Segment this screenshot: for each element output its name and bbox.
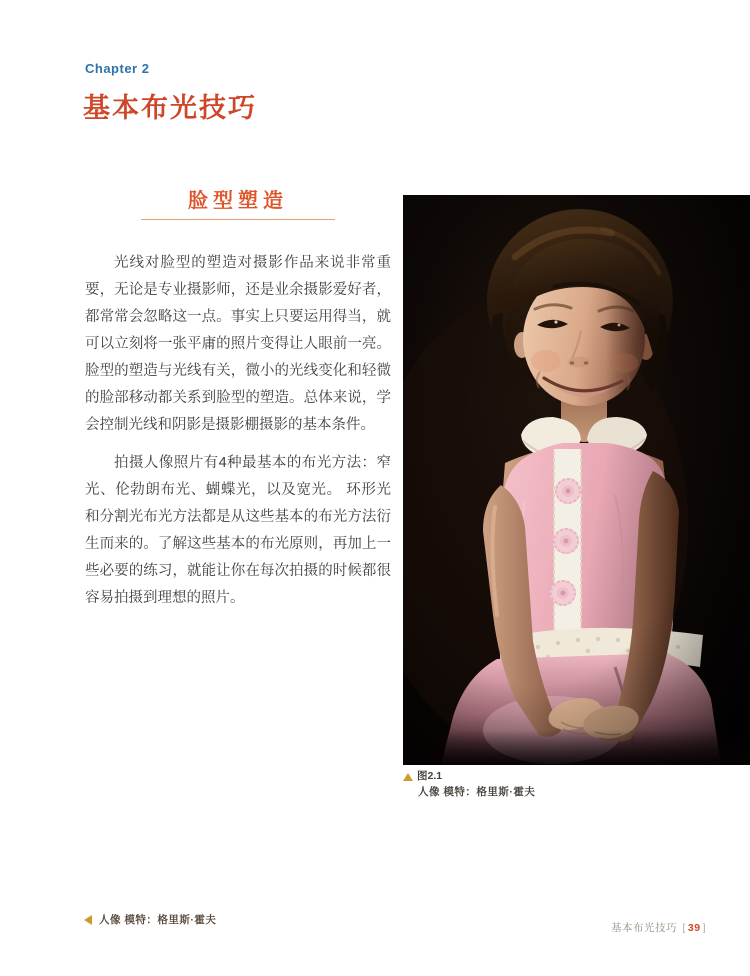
portrait-illustration — [403, 195, 750, 765]
body-text-column — [85, 250, 391, 623]
heading-underline — [141, 219, 335, 220]
page-number: 39 — [687, 922, 701, 934]
portrait-photo — [403, 195, 750, 765]
footer-marker-icon — [84, 915, 92, 925]
footer-left-text: 人像 模特：格里斯·霍夫 — [99, 914, 217, 926]
footer-right-title: 基本布光技巧 — [611, 922, 678, 934]
paragraph: 光线对脸型的塑造对摄影作品来说非常重要，无论是专业摄影师，还是业余摄影爱好者，都常常会忽略这一点。事实上只要运用得当，就可以立刻将一张平庸的照片变得让人眼前一亮。脸型的塑造与光线有关，微小的光线变化和轻微的脸部移动都关系到脸型的塑造。总体来说，学会控制光线和阴影是摄影棚摄影的基本条件。 — [85, 255, 391, 433]
figure-marker-icon — [403, 773, 413, 781]
section-heading: 脸型塑造 — [188, 190, 288, 212]
figure-caption-text: 人像 模特：格里斯·霍夫 — [418, 786, 536, 798]
footer-left — [84, 912, 216, 927]
footer-right — [611, 920, 708, 935]
page-title: 基本布光技巧 — [83, 93, 257, 124]
paragraph: 拍摄人像照片有4种最基本的布光方法：窄光、伦勃朗布光、蝴蝶光，以及宽光。 环形光和分割光布光方法都是从这些基本的布光方法衍生而来的。了解这些基本的布光原则，再加上一些必要的练习，就能让你在每次拍摄的时候都很容易拍摄到理想的照片。 — [85, 455, 391, 606]
bracket-open: [ — [682, 922, 686, 934]
figure-caption — [403, 769, 535, 800]
chapter-label: Chapter 2 — [85, 61, 150, 76]
section-heading-block — [85, 190, 391, 220]
bracket-close: ] — [702, 922, 706, 934]
figure-label: 图2.1 — [417, 770, 443, 782]
